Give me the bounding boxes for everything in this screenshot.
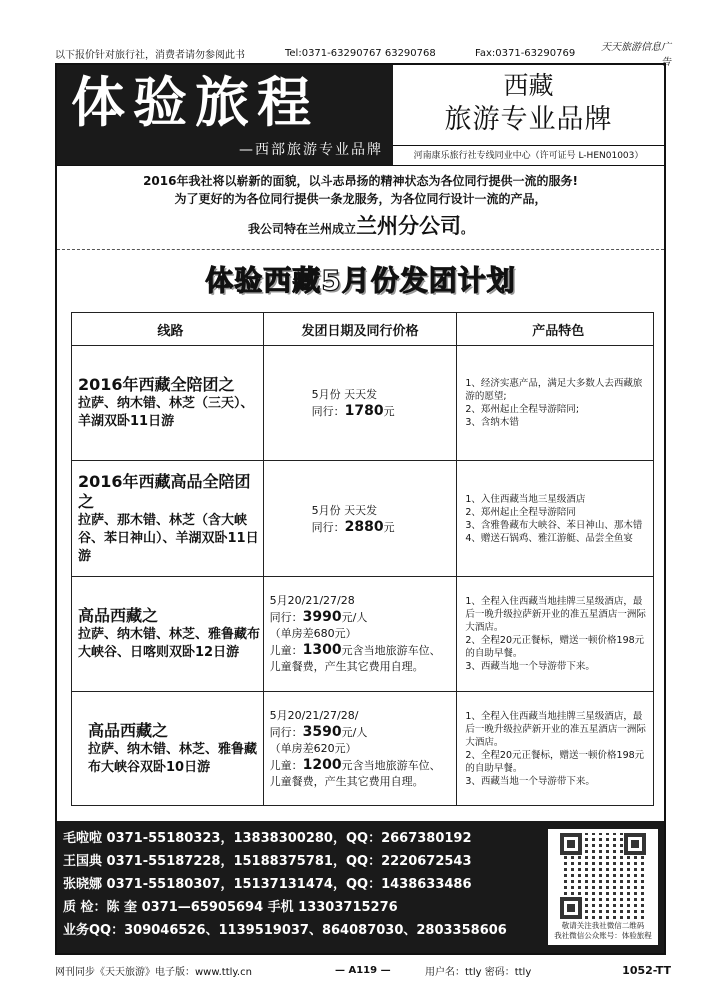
contact-line: 质 检：陈 奎 0371—65905694 手机 13303715276 <box>63 900 398 915</box>
price-label: 同行： <box>311 405 345 418</box>
features-cell <box>457 692 654 806</box>
qr-finder-icon <box>560 833 582 855</box>
child-price: 1300 <box>302 642 342 658</box>
tagline-block <box>393 65 664 165</box>
route-title: 高品西藏之 <box>78 606 159 625</box>
list-item: 3、含雅鲁藏布大峡谷、苯日神山、那木错 <box>465 519 643 531</box>
list-item: 3、西藏当地一个导游带下来。 <box>465 775 595 787</box>
features-cell <box>457 577 654 692</box>
depart-date: 5月份 天天发 <box>311 503 378 517</box>
single-room-supplement: （单房差680元） <box>269 627 357 640</box>
fax-text: Fax:0371-63290769 <box>475 47 576 59</box>
contact-line: 业务QQ：309046526、1139519037、864087030、2803358606 <box>63 923 507 938</box>
price-cell <box>263 461 457 577</box>
price-cell <box>263 692 457 806</box>
list-item: 1、全程入住西藏当地挂牌三星级酒店，最后一晚升级拉萨新开业的准五星酒店一洲际大酒店。 <box>465 596 646 633</box>
tagline-line2: 旅游专业品牌 <box>444 104 613 135</box>
plan-table <box>71 312 654 806</box>
intro-suffix: 。 <box>461 222 474 236</box>
list-item: 1、经济实惠产品，满足大多数人去西藏旅游的愿望; <box>465 378 643 402</box>
list-item: 2、全程20元正餐标，赠送一顿价格198元的自助早餐。 <box>465 635 645 659</box>
intro-section <box>57 165 664 250</box>
header-dates: 发团日期及同行价格 <box>263 313 457 346</box>
page-number: — A119 — <box>335 964 391 976</box>
price-cell <box>263 346 457 461</box>
list-item: 4、赠送石锅鸡、雅江游艇、品尝全鱼宴 <box>465 532 633 544</box>
table-header-row <box>72 313 654 346</box>
ad-frame <box>55 63 666 955</box>
price-cell <box>263 577 457 692</box>
branch-highlight: 兰州分公司 <box>356 214 461 238</box>
depart-date: 5月份 天天发 <box>311 388 378 401</box>
route-sub: 拉萨、纳木错、林芝（三天）、羊湖双卧11日游 <box>78 396 254 429</box>
tagline-line1: 西藏 <box>503 71 554 100</box>
route-sub: 拉萨、纳木错、林芝、雅鲁藏布大峡谷、日喀则双卧12日游 <box>78 627 261 660</box>
features-cell <box>457 346 654 461</box>
footer-sync: 网刊同步《天天旅游》电子版：www.ttly.cn <box>55 966 252 978</box>
child-price: 1200 <box>302 756 342 773</box>
plan-title: 体验西藏5月份发团计划 <box>205 264 516 297</box>
route-sub: 拉萨、纳木错、林芝、雅鲁藏布大峡谷双卧10日游 <box>88 741 258 775</box>
price-value: 2880 <box>344 518 384 535</box>
qr-caption-2: 我社微信公众账号：体验旅程 <box>554 931 652 940</box>
table-row <box>72 577 654 692</box>
price-unit: 元 <box>383 405 395 418</box>
route-cell <box>72 346 264 461</box>
intro-line2: 为了更好的为各位同行提供一条龙服务，为各位同行设计一流的产品， <box>174 192 547 206</box>
qr-finder-icon <box>560 897 582 919</box>
list-item: 1、全程入住西藏当地挂牌三星级酒店，最后一晚升级拉萨新开业的准五星酒店一洲际大酒店。 <box>465 710 646 748</box>
header-features: 产品特色 <box>457 313 654 346</box>
table-row <box>72 346 654 461</box>
license-text: 河南康乐旅行社专线同业中心（许可证号 L-HEN01003） <box>393 145 664 165</box>
price-label: 同行： <box>269 611 303 624</box>
features-cell <box>457 461 654 577</box>
tel-text: Tel:0371-63290767 63290768 <box>285 47 436 59</box>
qr-caption-1: 敬请关注我社微信二维码 <box>561 921 645 930</box>
price-label: 同行： <box>311 520 345 534</box>
route-sub: 拉萨、那木错、林芝（含大峡谷、苯日神山）、羊湖双卧11日游 <box>78 512 259 564</box>
list-item: 3、含纳木错 <box>465 417 519 428</box>
intro-prefix: 我公司特在兰州成立 <box>247 222 356 236</box>
list-item: 1、入住西藏当地三星级酒店 <box>465 493 586 505</box>
route-cell <box>72 692 264 806</box>
contact-line: 张晓娜 0371-55180307，15137131474，QQ：1438633486 <box>63 877 472 892</box>
child-text: 元含当地旅游车位、儿童餐费，产生其它费用自理。 <box>269 644 441 673</box>
contact-line: 王国典 0371-55187228，15188375781，QQ：2220672543 <box>63 854 472 869</box>
table-row <box>72 461 654 577</box>
price-unit: 元 <box>383 520 395 534</box>
price-label: 同行： <box>269 725 303 739</box>
depart-date: 5月20/21/27/28 <box>269 594 355 607</box>
qr-code-icon <box>560 833 646 919</box>
child-label: 儿童： <box>269 644 303 657</box>
list-item: 2、全程20元正餐标，赠送一顿价格198元的自助早餐。 <box>465 749 645 774</box>
price-unit: 元/人 <box>341 611 368 624</box>
list-item: 3、西藏当地一个导游带下来。 <box>465 661 595 672</box>
publication-name: 天天旅游信息广告 <box>601 42 671 68</box>
footer-code: 1052-TT <box>622 963 671 977</box>
header-route: 线路 <box>72 313 264 346</box>
price-value: 3590 <box>302 723 342 740</box>
price-unit: 元/人 <box>341 725 368 739</box>
qr-finder-icon <box>624 833 646 855</box>
list-item: 2、郑州起止全程导游陪同 <box>465 506 576 518</box>
brand-name: 体验旅程 <box>71 70 319 134</box>
footer-bar <box>55 959 671 981</box>
intro-line1: 2016年我社将以崭新的面貌，以斗志昂扬的精神状态为各位同行提供一流的服务! <box>143 174 578 188</box>
price-value: 1780 <box>344 403 384 419</box>
contact-section <box>57 821 664 953</box>
contact-line: 毛啦啦 0371-55180323，13838300280，QQ：2667380192 <box>63 831 472 846</box>
footer-account: 用户名：ttly 密码：ttly <box>425 966 532 978</box>
top-info-bar <box>55 42 671 68</box>
brand-slogan: —西部旅游专业品牌 <box>239 142 383 158</box>
route-title: 2016年西藏全陪团之 <box>78 375 235 394</box>
intro-line3 <box>57 212 664 243</box>
list-item: 2、郑州起止全程导游陪同; <box>465 404 580 415</box>
route-cell <box>72 577 264 692</box>
child-text: 元含当地旅游车位、儿童餐费，产生其它费用自理。 <box>269 758 441 788</box>
route-cell <box>72 461 264 577</box>
wechat-qr-block <box>548 829 658 945</box>
route-title: 2016年西藏高品全陪团之 <box>78 471 251 511</box>
notice-text: 以下报价针对旅行社，消费者请勿参阅此书 <box>55 49 245 61</box>
child-label: 儿童： <box>269 758 303 772</box>
depart-date: 5月20/21/27/28/ <box>269 708 359 722</box>
route-title: 高品西藏之 <box>88 720 169 740</box>
single-room-supplement: （单房差620元） <box>269 741 357 755</box>
price-value: 3990 <box>302 609 342 625</box>
brand-block <box>57 65 393 165</box>
table-row <box>72 692 654 806</box>
